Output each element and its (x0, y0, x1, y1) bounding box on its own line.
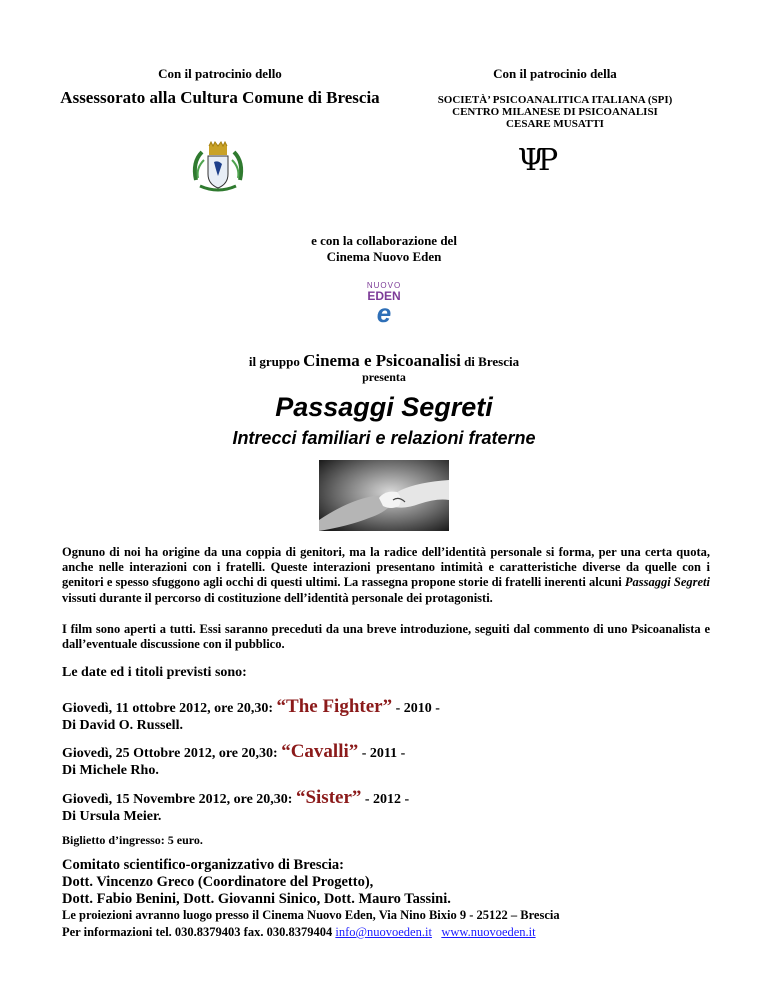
website-link[interactable]: www.nuovoeden.it (441, 925, 536, 939)
footer-contacts (62, 925, 536, 940)
film-year: - 2010 - (395, 701, 440, 716)
committee-line1: Dott. Vincenzo Greco (Coordinatore del Progetto), (62, 874, 374, 890)
logo-letter: e (376, 298, 392, 328)
film-director: Di Michele Rho. (62, 763, 159, 778)
film-date: Giovedì, 11 ottobre 2012, ore 20,30: (62, 701, 274, 716)
group-suffix: di Brescia (464, 354, 520, 369)
logo-nuovo: NUOVO (366, 281, 402, 290)
cesare-musatti: CESARE MUSATTI (506, 118, 604, 130)
committee-heading: Comitato scientifico-organizzativo di Brescia: (62, 857, 345, 873)
group-name: Cinema e Psicoanalisi (303, 351, 461, 370)
committee (62, 857, 722, 908)
film-item-2 (62, 743, 710, 779)
cinema-nuovo-eden: Cinema Nuovo Eden (326, 249, 442, 264)
footer-info: Per informazioni tel. 030.8379403 fax. 030.8379404 (62, 925, 333, 939)
group-prefix: il gruppo (248, 354, 300, 369)
description-p1-italic: Passaggi Segreti (624, 575, 710, 590)
film-year: - 2012 - (364, 792, 410, 807)
patron-left-intro: Con il patrocinio dello (158, 66, 282, 81)
logo-eden: EDEN (367, 289, 401, 303)
footer-venue: Le proiezioni avranno luogo presso il Cinema Nuovo Eden, Via Nino Bixio 9 - 25122 – Brescia (62, 908, 560, 922)
description-p1-after: vissuti durante il percorso di costituzione dell’identità personale dei protagonisti. (62, 590, 493, 605)
collab-intro: e con la collaborazione del (311, 233, 457, 248)
ticket-price: Biglietto d’ingresso: 5 euro. (62, 833, 203, 847)
spi-psi-logo: ΨΡ (517, 143, 553, 178)
event-subtitle: Intrecci familiari e relazioni fraterne (232, 428, 536, 448)
patron-left-name: Assessorato alla Cultura Comune di Brescia (60, 88, 380, 107)
email-link[interactable]: info@nuovoeden.it (335, 925, 432, 939)
event-title: Passaggi Segreti (275, 392, 493, 422)
description-p2: I film sono aperti a tutti. Essi saranno preceduti da una breve introduzione, seguiti dal commento di uno Psicoanalista e dall’eventuale discussione con il pubblico. (62, 622, 710, 652)
film-item-3 (62, 789, 710, 825)
description-p1 (62, 545, 710, 606)
hands-photo (319, 460, 449, 531)
presenta: presenta (362, 370, 406, 384)
patron-right-intro: Con il patrocinio della (493, 66, 617, 81)
committee-line2: Dott. Fabio Benini, Dott. Giovanni Sinico, Dott. Mauro Tassini. (62, 891, 451, 907)
film-title: “The Fighter” (276, 696, 393, 717)
group-line (180, 351, 588, 371)
spi-name: SOCIETÀ’ PSICOANALITICA ITALIANA (SPI) (437, 94, 673, 106)
film-title: “Cavalli” (281, 741, 359, 762)
brescia-coat-of-arms-icon (188, 140, 248, 196)
film-year: - 2011 - (361, 746, 406, 761)
film-date: Giovedì, 15 Novembre 2012, ore 20,30: (62, 792, 293, 807)
film-title: “Sister” (295, 787, 362, 808)
description-p1-before: Ognuno di noi ha origine da una coppia di genitori, ma la radice dell’identità personale si forma, per una certa quota, anche nelle interazioni con i fratelli. Queste interazioni presentano intimità e caratteristiche diverse da quelle con i genitori e spesso sfuggono agli occhi di questi ultimi. La rassegna propone storie di fratelli inerenti alcuni (62, 545, 710, 590)
film-date: Giovedì, 25 Ottobre 2012, ore 20,30: (62, 746, 278, 761)
film-director: Di David O. Russell. (62, 718, 183, 733)
centro-milanese: CENTRO MILANESE DI PSICOANALISI (452, 106, 658, 118)
nuovo-eden-logo-icon (354, 281, 414, 329)
film-director: Di Ursula Meier. (62, 809, 162, 824)
film-item-1 (62, 698, 710, 734)
dates-heading: Le date ed i titoli previsti sono: (62, 665, 247, 680)
